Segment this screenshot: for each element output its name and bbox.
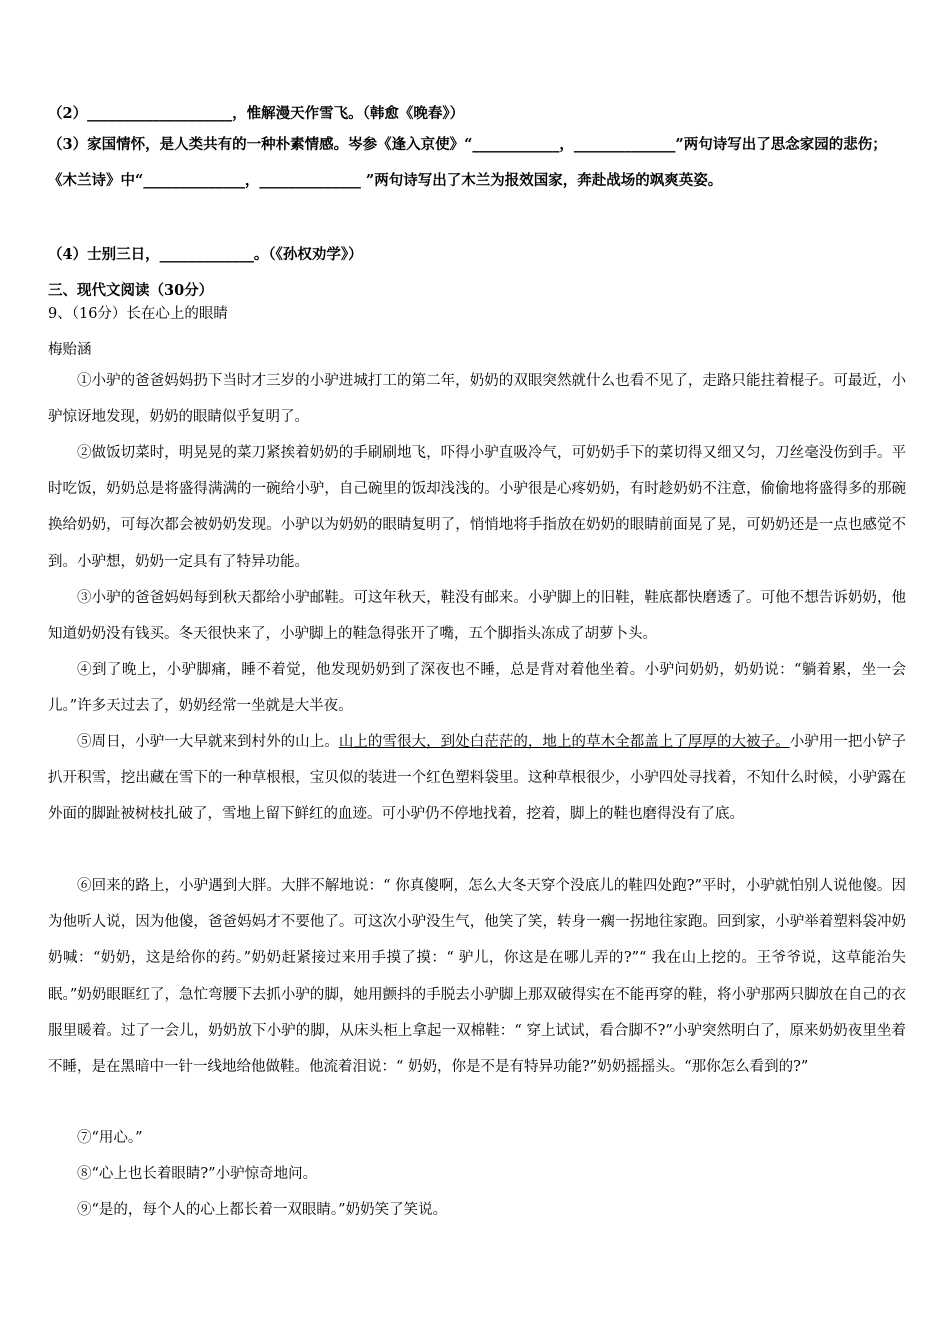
paragraph-2: ②做饭切菜时，明晃晃的菜刀紧挨着奶奶的手刷刷地飞，吓得小驴直吸冷气，可奶奶手下的菜切得又细又匀，刀丝毫没伤到手。平时吃饭，奶奶总是将盛得满满的一碗给小驴，自己碗里的饭却浅浅的。小驴很是心疼奶奶，有时趁奶奶不注意，偷偷地将盛得多的那碗换给奶奶，可每次都会被奶奶发现。小驴以为奶奶的眼睛复明了，悄悄地将手指放在奶奶的眼睛前面晃了晃，可奶奶还是一点也感觉不到。小驴想，奶奶一定具有了特异功能。	[48, 445, 906, 570]
paragraph-5-rest: 小驴用一把小铲子扒开积雪，挖出藏在雪下的一种草根根，宝贝似的装进一个红色塑料袋里。这种草根很少，小驴四处寻找着，不知什么时候，小驴露在外面的脚趾被树枝扎破了，雪地上留下鲜红的血迹。可小驴仍不停地找着，挖着，脚上的鞋也磨得没有了底。	[48, 734, 907, 823]
section-heading: 三、现代文阅读（30分）	[48, 282, 214, 299]
item-title: 9、（16分）长在心上的眼睛	[48, 306, 228, 322]
paragraph-8: ⑧“心上也长着眼睛?”小驴惊奇地问。	[77, 1166, 318, 1182]
question-3: （3）家国情怀，是人类共有的一种朴素情感。岑参《逢入京使》“____________，______________”两句诗写出了思念家园的悲伤；《木兰诗》中“______________，______________ ”两句诗写出了木兰为报效国家，奔赴战场的飒爽英姿。	[48, 136, 887, 189]
question-2: （2）____________________，惟解漫天作雪飞。（韩愈《晚春》）	[48, 105, 465, 122]
paragraph-6: ⑥回来的路上，小驴遇到大胖。大胖不解地说：“ 你真傻啊，怎么大冬天穿个没底儿的鞋四处跑?”平时，小驴就怕别人说他傻。因为他听人说，因为他傻，爸爸妈妈才不要他了。可这次小驴没生气，他笑了笑，转身一瘸一拐地往家跑。回到家，小驴举着塑料袋冲奶奶喊：“奶奶，这是给你的药。”奶奶赶紧接过来用手摸了摸：“ 驴儿，你这是在哪儿弄的?”“ 我在山上挖的。王爷爷说，这草能治失眠。”奶奶眼眶红了，急忙弯腰下去抓小驴的脚，她用颤抖的手脱去小驴脚上那双破得实在不能再穿的鞋，将小驴那两只脚放在自己的衣服里暖着。过了一会儿，奶奶放下小驴的脚，从床头柜上拿起一双棉鞋：“ 穿上试试，看合脚不?”小驴突然明白了，原来奶奶夜里坐着不睡，是在黑暗中一针一线地给他做鞋。他流着泪说：“ 奶奶，你是不是有特异功能?”奶奶摇摇头。“那你怎么看到的?”	[48, 878, 906, 1076]
paragraph-4: ④到了晚上，小驴脚痛，睡不着觉，他发现奶奶到了深夜也不睡，总是背对着他坐着。小驴问奶奶，奶奶说：“躺着累，坐一会儿。”许多天过去了，奶奶经常一坐就是大半夜。	[48, 662, 906, 715]
author: 梅贻涵	[48, 342, 92, 358]
paragraph-5-underlined-sentence: 山上的雪很大，到处白茫茫的，地上的草木全都盖上了厚厚的大被子。	[338, 734, 790, 750]
paragraph-9: ⑨“是的，每个人的心上都长着一双眼睛。”奶奶笑了笑说。	[77, 1202, 448, 1218]
paragraph-5	[48, 724, 906, 833]
paragraph-3: ③小驴的爸爸妈妈每到秋天都给小驴邮鞋。可这年秋天，鞋没有邮来。小驴脚上的旧鞋，鞋底都快磨透了。可他不想告诉奶奶，他知道奶奶没有钱买。冬天很快来了，小驴脚上的鞋急得张开了嘴，五个脚指头冻成了胡萝卜头。	[48, 590, 906, 643]
paragraph-1: ①小驴的爸爸妈妈扔下当时才三岁的小驴进城打工的第二年，奶奶的双眼突然就什么也看不见了，走路只能拄着棍子。可最近，小驴惊讶地发现，奶奶的眼睛似乎复明了。	[48, 373, 906, 426]
paragraph-5-start: ⑤周日，小驴一大早就来到村外的山上。	[77, 734, 339, 750]
paragraph-7: ⑦“用心。”	[77, 1130, 143, 1146]
question-4: （4）士别三日，_____________。（《孙权劝学》）	[48, 246, 363, 263]
